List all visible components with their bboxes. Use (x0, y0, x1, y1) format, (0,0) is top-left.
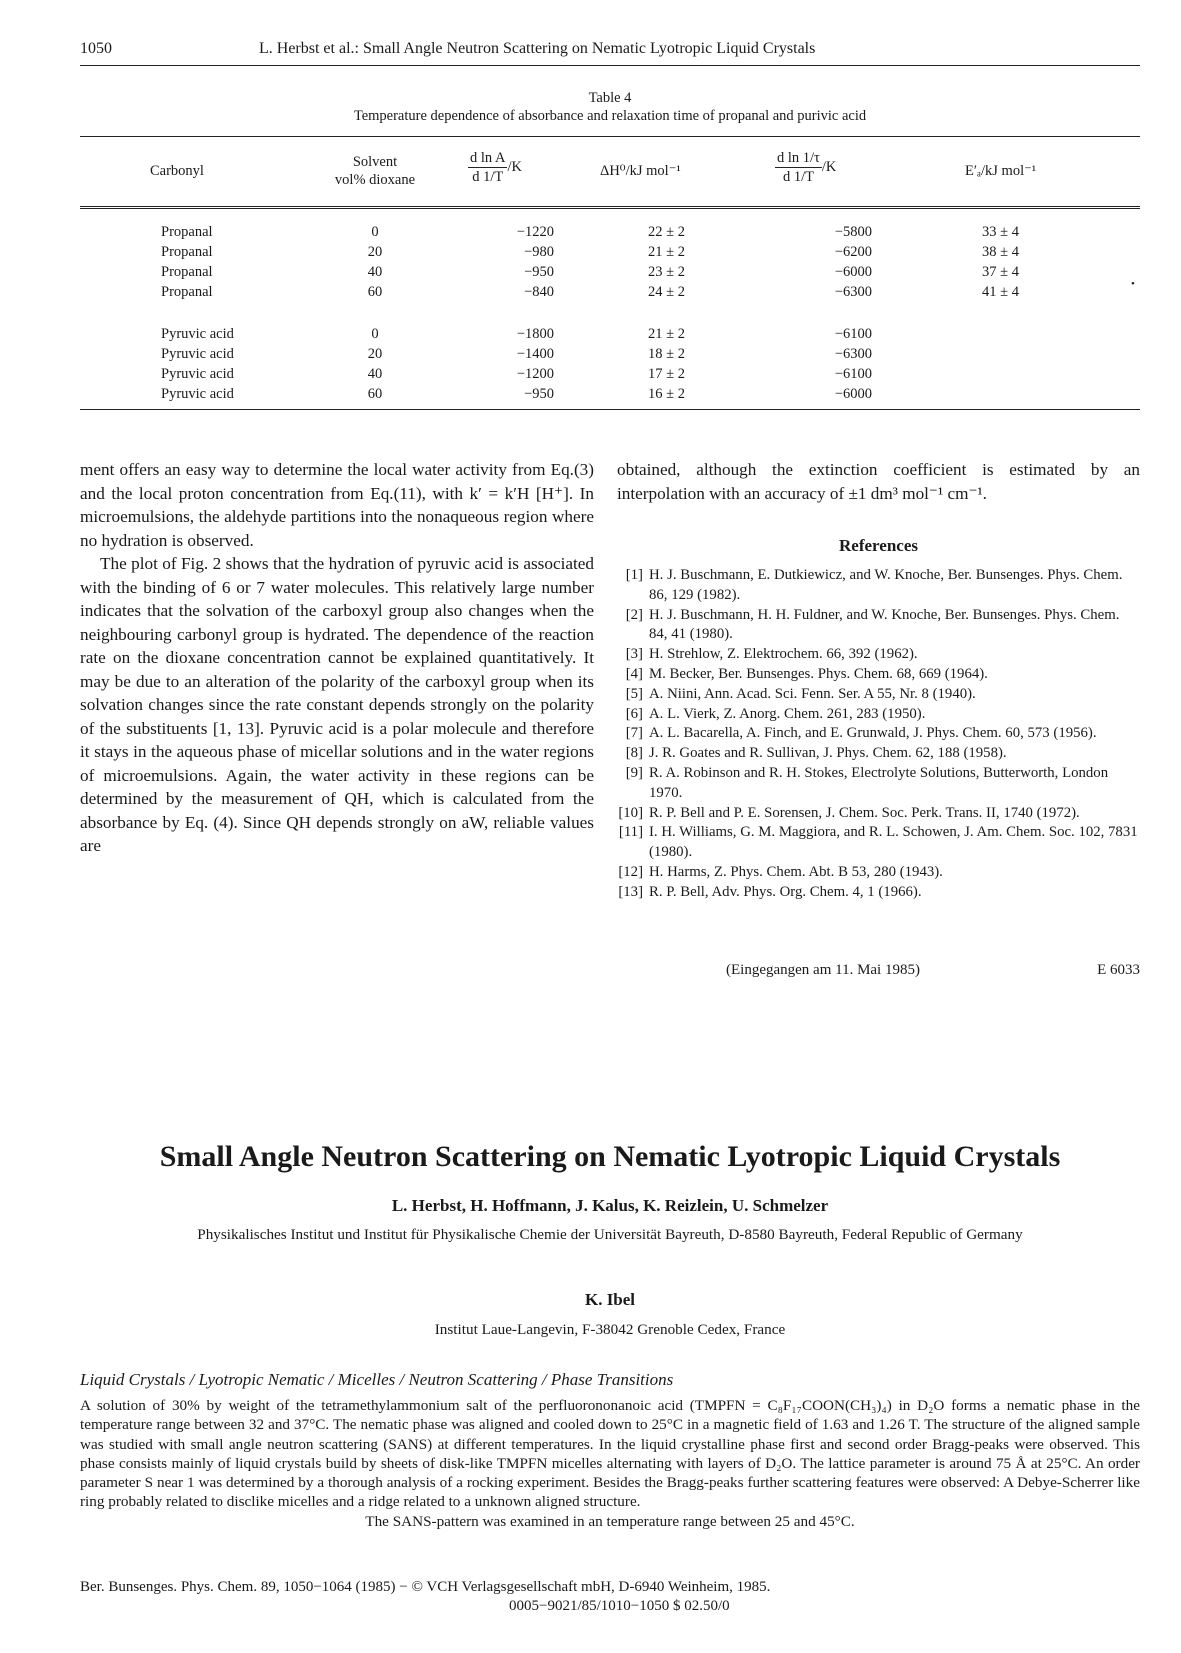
manuscript-code: E 6033 (1097, 962, 1140, 978)
reference-text: R. A. Robinson and R. H. Stokes, Electrolyte Solutions, Butterworth, London 1970. (649, 764, 1109, 801)
reference-text: A. L. Bacarella, A. Finch, and E. Grunwald, J. Phys. Chem. 60, 573 (1956). (649, 725, 1097, 742)
cell-dlna: −950 (524, 386, 554, 402)
cell-solvent: 60 (367, 386, 383, 402)
table-caption-label: Table 4 (588, 90, 632, 106)
reference-item (617, 685, 1140, 705)
cell-dh: 21 ± 2 (648, 244, 685, 260)
header-dlna-fraction (468, 149, 507, 186)
references-heading: References (839, 536, 918, 555)
reference-list (617, 566, 1140, 903)
header-dlnt-denominator: d 1/T (782, 169, 814, 185)
cell-solvent: 20 (367, 346, 383, 362)
cell-ea: 37 ± 4 (982, 264, 1019, 280)
body-paragraph: The plot of Fig. 2 shows that the hydration of pyruvic acid is associated with the binding of 6 or 7 water molecules. This relatively large number indicates that the solvation of the carboxyl group also changes when the neighbouring carbonyl group is hydrated. The dependence of the reaction rate on the dioxane concentration cannot be explained quantitatively. It may be due to an alteration of the polarity of the carboxyl group when its solvation changes since the rate constant depends strongly on the polarity of the substituents [1, 13]. Pyruvic acid is a polar molecule and therefore it stays in the aqueous phase of micellar solutions and in the water regions of microemulsions. Again, the water activity in these regions can be determined by the measurement of QH, which is calculated from the absorbance by Eq. (4). Since QH depends strongly on aW, reliable values are (80, 554, 594, 855)
cell-dlna: −1220 (516, 224, 554, 240)
reference-number: [9] (625, 764, 643, 781)
header-dlnt-unit: /K (821, 158, 837, 175)
table-top-rule (80, 136, 1140, 137)
page-number: 1050 (80, 40, 112, 57)
reference-number: [10] (618, 804, 643, 821)
cell-ea: 38 ± 4 (982, 244, 1019, 260)
cell-dlna: −950 (524, 264, 554, 280)
reference-text: H. Strehlow, Z. Elektrochem. 66, 392 (1962). (649, 646, 918, 663)
header-dlna-unit: /K (507, 158, 522, 175)
cell-solvent: 60 (367, 284, 383, 300)
table-header-rule (80, 206, 1140, 210)
reference-text: H. J. Buschmann, H. H. Fuldner, and W. Knoche, Ber. Bunsenges. Phys. Chem. 84, 41 (1980). (649, 606, 1120, 643)
cell-dlna: −1400 (516, 346, 554, 362)
cell-carbonyl: Propanal (161, 264, 213, 280)
cell-carbonyl: Pyruvic acid (161, 326, 234, 342)
cell-dlna: −1800 (516, 326, 554, 342)
cell-solvent: 40 (367, 366, 383, 382)
cell-dlnt: −5800 (834, 224, 872, 240)
reference-item (617, 804, 1140, 824)
header-carbonyl: Carbonyl (150, 163, 204, 179)
reference-number: [13] (618, 883, 643, 900)
cell-dlna: −980 (524, 244, 554, 260)
header-solvent-line2: vol% dioxane (334, 172, 416, 188)
header-dlnt-fraction (775, 149, 822, 186)
reference-text: H. Harms, Z. Phys. Chem. Abt. B 53, 280 (1943). (649, 863, 943, 880)
reference-item (617, 764, 1140, 804)
reference-item (617, 883, 1140, 903)
cell-dlnt: −6100 (834, 366, 872, 382)
cell-ea (982, 324, 1052, 344)
article-affiliation-2: Institut Laue-Langevin, F-38042 Grenoble Cedex, France (434, 1321, 786, 1338)
reference-text: A. Niini, Ann. Acad. Sci. Fenn. Ser. A 55, Nr. 8 (1940). (649, 685, 976, 702)
cell-dlnt: −6100 (834, 326, 872, 342)
reference-item (617, 744, 1140, 764)
table-bottom-rule (80, 409, 1140, 410)
abstract-text: A solution of 30% by weight of the tetramethylammonium salt of the perfluorononanoic acid (TMPFN = C₈F₁₇COON(CH₃)₄) in D₂O forms a nematic phase in the temperature range between 32 and 37°C. The nematic phase was aligned and cooled down to 25°C in a magnetic field of 1.63 and 1.26 T. The structure of the aligned sample was studied with small angle neutron scattering (SANS) at different temperatures. In the liquid crystalline phase first and second order Bragg-peaks were observed. This phase consists mainly of liquid crystals build by sheets of disk-like TMPFN micelles alternating with layers of D₂O. The lattice parameter is around 75 Å at 25°C. An order parameter S near 1 was determined by a thorough analysis of a rocking experiment. Besides the Bragg-peaks further scattering features were observed: A Debye-Scherrer like ring probably related to disclike micelles and a ridge related to a unknown aligned structure. (80, 1397, 1140, 1511)
reference-item (617, 724, 1140, 744)
footer-issn: 0005−9021/85/1010−1050 $ 02.50/0 (509, 1598, 730, 1614)
body-paragraph: ment offers an easy way to determine the local water activity from Eq.(3) and the local proton concentration from Eq.(11), with k′ = k′H [H⁺]. In microemulsions, the aldehyde partitions into the nonaqueous region where no hydration is observed. (80, 460, 594, 550)
reference-item (617, 863, 1140, 883)
reference-number: [12] (618, 863, 643, 880)
article-abstract (80, 1396, 1140, 1531)
cell-ea (982, 344, 1052, 364)
reference-number: [11] (618, 824, 643, 841)
header-solvent (315, 153, 435, 189)
reference-number: [6] (625, 705, 643, 722)
reference-number: [4] (625, 665, 643, 682)
cell-carbonyl: Propanal (161, 224, 213, 240)
cell-carbonyl: Propanal (161, 284, 213, 300)
cell-dlnt: −6200 (834, 244, 872, 260)
header-dlnt (775, 149, 836, 186)
article-keywords: Liquid Crystals / Lyotropic Nematic / Micelles / Neutron Scattering / Phase Transitions (80, 1370, 674, 1389)
reference-text: A. L. Vierk, Z. Anorg. Chem. 261, 283 (1950). (649, 705, 926, 722)
cell-solvent: 40 (367, 264, 383, 280)
reference-item (617, 705, 1140, 725)
cell-ea: 41 ± 4 (982, 284, 1019, 300)
cell-dlnt: −6300 (834, 346, 872, 362)
abstract-last-line: The SANS-pattern was examined in an temperature range between 25 and 45°C. (365, 1512, 855, 1530)
header-dlnt-numerator: d ln 1/τ (777, 150, 820, 166)
reference-item (617, 665, 1140, 685)
reference-number: [8] (625, 745, 643, 762)
cell-carbonyl: Pyruvic acid (161, 386, 234, 402)
header-dlna-denominator: d 1/T (472, 169, 504, 185)
reference-number: [2] (625, 606, 643, 623)
reference-text: R. P. Bell, Adv. Phys. Org. Chem. 4, 1 (1966). (649, 883, 922, 900)
article-affiliation: Physikalisches Institut und Institut für Physikalische Chemie der Universität Bayreuth, D-8580 Bayreuth, Federal Republic of Germany (197, 1226, 1023, 1243)
cell-dh: 24 ± 2 (648, 284, 685, 300)
cell-dh: 21 ± 2 (648, 326, 685, 342)
footer-citation: Ber. Bunsenges. Phys. Chem. 89, 1050−1064 (1985) − © VCH Verlagsgesellschaft mbH, D-6940 Weinheim, 1985. (80, 1579, 771, 1595)
cell-dh: 22 ± 2 (648, 224, 685, 240)
right-column (617, 458, 1140, 505)
reference-text: I. H. Williams, G. M. Maggiora, and R. L. Schowen, J. Am. Chem. Soc. 102, 7831 (1980). (649, 824, 1138, 861)
cell-dh: 18 ± 2 (648, 346, 685, 362)
cell-dlna: −1200 (516, 366, 554, 382)
header-dh: ΔH⁰/kJ mol⁻¹ (600, 163, 681, 179)
body-paragraph: obtained, although the extinction coefficient is estimated by an interpolation with an accuracy of ±1 dm³ mol⁻¹ cm⁻¹. (617, 460, 1140, 503)
stray-mark: • (1131, 278, 1135, 290)
reference-text: J. R. Goates and R. Sullivan, J. Phys. Chem. 62, 188 (1958). (649, 745, 1007, 762)
header-ea: E′ₐ/kJ mol⁻¹ (965, 163, 1037, 179)
cell-ea (982, 384, 1052, 404)
left-column (80, 458, 594, 858)
table-caption-text: Temperature dependence of absorbance and relaxation time of propanal and purivic acid (353, 108, 867, 124)
cell-carbonyl: Propanal (161, 244, 213, 260)
cell-dlnt: −6300 (834, 284, 872, 300)
reference-text: H. J. Buschmann, E. Dutkiewicz, and W. Knoche, Ber. Bunsenges. Phys. Chem. 86, 129 (1982). (649, 567, 1123, 603)
reference-number: [7] (625, 725, 643, 742)
reference-number: [5] (625, 685, 643, 702)
reference-item (617, 566, 1140, 606)
reference-item (617, 606, 1140, 646)
article-author-2: K. Ibel (584, 1290, 636, 1309)
received-date: (Eingegangen am 11. Mai 1985) (726, 962, 920, 978)
article-title: Small Angle Neutron Scattering on Nematic Lyotropic Liquid Crystals (159, 1140, 1061, 1173)
reference-item (617, 645, 1140, 665)
reference-item (617, 823, 1140, 863)
header-solvent-line1: Solvent (352, 154, 398, 170)
cell-carbonyl: Pyruvic acid (161, 346, 234, 362)
cell-solvent: 20 (367, 244, 383, 260)
article-authors: L. Herbst, H. Hoffmann, J. Kalus, K. Reizlein, U. Schmelzer (391, 1196, 829, 1215)
cell-dlnt: −6000 (834, 264, 872, 280)
reference-text: M. Becker, Ber. Bunsenges. Phys. Chem. 68, 669 (1964). (649, 665, 988, 682)
running-header (80, 36, 1140, 66)
cell-ea (982, 364, 1052, 384)
cell-dlnt: −6000 (834, 386, 872, 402)
reference-number: [1] (625, 567, 643, 583)
cell-carbonyl: Pyruvic acid (161, 366, 234, 382)
cell-dh: 23 ± 2 (648, 264, 685, 280)
reference-text: R. P. Bell and P. E. Sorensen, J. Chem. Soc. Perk. Trans. II, 1740 (1972). (649, 804, 1080, 821)
cell-dlna: −840 (524, 284, 554, 300)
cell-solvent: 0 (371, 224, 379, 240)
reference-number: [3] (625, 646, 643, 663)
cell-dh: 17 ± 2 (648, 366, 685, 382)
header-dlna (468, 149, 522, 186)
cell-dh: 16 ± 2 (648, 386, 685, 402)
cell-solvent: 0 (371, 326, 379, 342)
cell-ea: 33 ± 4 (982, 224, 1019, 240)
running-title: L. Herbst et al.: Small Angle Neutron Scattering on Nematic Lyotropic Liquid Crystals (259, 40, 816, 57)
header-dlna-numerator: d ln A (470, 150, 506, 166)
